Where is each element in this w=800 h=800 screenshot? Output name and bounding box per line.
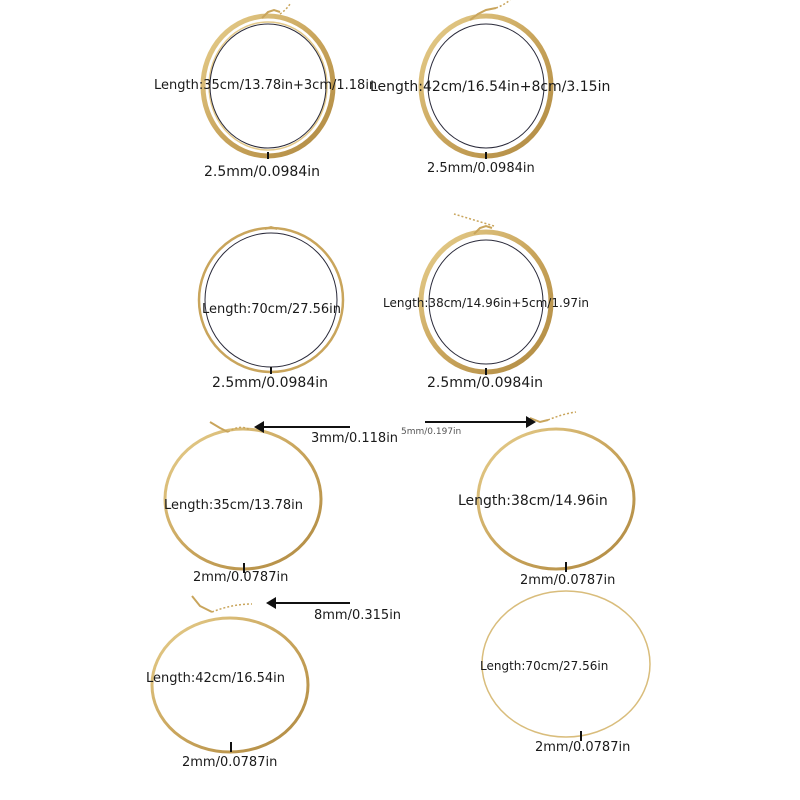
necklace-1-length-label: Length:35cm/13.78in+3cm/1.18in — [154, 78, 378, 93]
necklace-2-length-label: Length:42cm/16.54in+8cm/3.15in — [370, 79, 611, 95]
necklace-7-clasp-label: 8mm/0.315in — [314, 608, 402, 623]
necklace-6-length-label: Length:38cm/14.96in — [458, 493, 608, 509]
necklace-4-width-label: 2.5mm/0.0984in — [427, 375, 544, 391]
necklace-3-length-label: Length:70cm/27.56in — [202, 302, 342, 317]
necklace-3 — [199, 227, 343, 374]
necklace-8-length-label: Length:70cm/27.56in — [480, 659, 609, 673]
necklace-4 — [421, 214, 551, 375]
necklace-1-width-label: 2.5mm/0.0984in — [204, 164, 321, 180]
necklace-7-length-label: Length:42cm/16.54in — [146, 671, 286, 686]
necklace-5-width-label: 2mm/0.0787in — [193, 570, 289, 585]
necklace-3-width-label: 2.5mm/0.0984in — [212, 375, 329, 391]
necklace-6-clasp-label: 5mm/0.197in — [401, 427, 462, 437]
necklace-6-width-label: 2mm/0.0787in — [520, 573, 616, 588]
necklace-5-clasp-label: 3mm/0.118in — [311, 431, 399, 446]
necklace-2-width-label: 2.5mm/0.0984in — [427, 161, 535, 176]
necklace-7-width-label: 2mm/0.0787in — [182, 755, 278, 770]
necklace-8-width-label: 2mm/0.0787in — [535, 740, 631, 755]
necklace-5-length-label: Length:35cm/13.78in — [164, 498, 304, 513]
necklace-4-length-label: Length:38cm/14.96in+5cm/1.97in — [383, 296, 590, 310]
